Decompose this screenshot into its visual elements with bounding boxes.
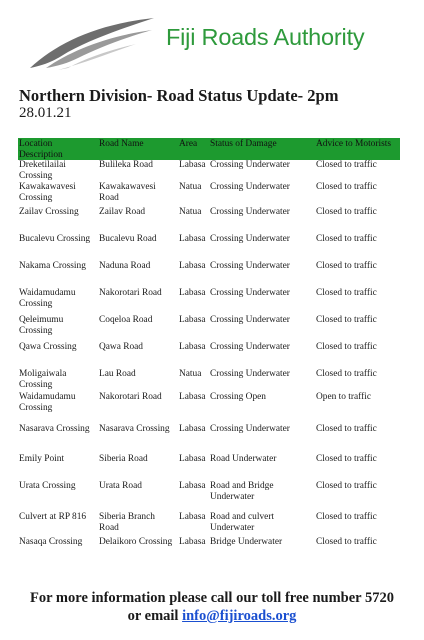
cell-area: Labasa — [179, 454, 206, 464]
cell-area: Labasa — [179, 392, 206, 402]
cell-road-name: Lau Road — [99, 369, 136, 379]
cell-status: Crossing Underwater — [210, 342, 290, 352]
cell-advice: Closed to traffic — [316, 342, 377, 352]
cell-road-name: Nakorotari Road — [99, 392, 162, 402]
table-header-row — [18, 138, 400, 160]
cell-status: Crossing Underwater — [210, 207, 290, 217]
cell-advice: Closed to traffic — [316, 288, 377, 298]
road-status-table — [18, 138, 400, 551]
cell-advice: Closed to traffic — [316, 315, 377, 325]
cell-advice: Closed to traffic — [316, 207, 377, 217]
cell-status: Crossing Underwater — [210, 369, 290, 379]
cell-road-name: Delaikoro Crossing — [99, 537, 173, 547]
cell-road-name: Bulileka Road — [99, 160, 153, 170]
table-row — [18, 512, 400, 537]
table-row — [18, 481, 400, 512]
cell-road-name: Coqeloa Road — [99, 315, 153, 325]
cell-area: Natua — [179, 207, 202, 217]
table-row — [18, 424, 400, 454]
cell-advice: Closed to traffic — [316, 537, 377, 547]
cell-advice: Closed to traffic — [316, 454, 377, 464]
cell-status: Crossing Underwater — [210, 261, 290, 271]
table-row — [18, 288, 400, 315]
column-header-location: Location Description — [18, 138, 98, 160]
column-header-status: Status of Damage — [209, 138, 315, 160]
footer-email-line — [0, 608, 424, 625]
cell-status: Crossing Underwater — [210, 424, 290, 434]
cell-location: Nasarava Crossing — [19, 424, 90, 434]
email-link[interactable]: info@fijiroads.org — [182, 608, 297, 624]
cell-status: Crossing Open — [210, 392, 266, 402]
cell-road-name: Bucalevu Road — [99, 234, 157, 244]
cell-status: Crossing Underwater — [210, 182, 290, 192]
cell-road-name: Nasarava Crossing — [99, 424, 170, 434]
cell-area: Labasa — [179, 512, 206, 522]
cell-location: Urata Crossing — [19, 481, 76, 491]
footer-email-prefix: or email — [127, 608, 183, 624]
cell-road-name: Siberia Branch Road — [99, 512, 155, 533]
table-row — [18, 537, 400, 551]
table-row — [18, 160, 400, 182]
table-row — [18, 315, 400, 342]
cell-area: Natua — [179, 182, 202, 192]
cell-road-name: Zailav Road — [99, 207, 146, 217]
cell-location: Culvert at RP 816 — [19, 512, 87, 522]
cell-status: Crossing Underwater — [210, 160, 290, 170]
cell-road-name: Naduna Road — [99, 261, 151, 271]
cell-location: Bucalevu Crossing — [19, 234, 91, 244]
cell-area: Labasa — [179, 160, 206, 170]
table-row — [18, 261, 400, 288]
cell-area: Labasa — [179, 288, 206, 298]
cell-area: Labasa — [179, 315, 206, 325]
cell-status: Crossing Underwater — [210, 315, 290, 325]
cell-advice: Closed to traffic — [316, 424, 377, 434]
cell-location: Waidamudamu Crossing — [19, 288, 76, 309]
cell-location: Zailav Crossing — [19, 207, 79, 217]
column-header-road-name: Road Name — [98, 138, 178, 160]
cell-location: Kawakawavesi Crossing — [19, 182, 76, 203]
cell-road-name: Kawakawavesi Road — [99, 182, 156, 203]
cell-location: Qawa Crossing — [19, 342, 77, 352]
cell-status: Bridge Underwater — [210, 537, 283, 547]
cell-advice: Closed to traffic — [316, 182, 377, 192]
cell-advice: Closed to traffic — [316, 481, 377, 491]
cell-area: Labasa — [179, 261, 206, 271]
cell-location: Waidamudamu Crossing — [19, 392, 76, 413]
table-row — [18, 207, 400, 234]
cell-road-name: Urata Road — [99, 481, 142, 491]
cell-location: Nasaqa Crossing — [19, 537, 83, 547]
cell-advice: Closed to traffic — [316, 512, 377, 522]
cell-location: Dreketilailai Crossing — [19, 160, 66, 181]
table-row — [18, 392, 400, 424]
cell-location: Nakama Crossing — [19, 261, 86, 271]
cell-location: Moligaiwala Crossing — [19, 369, 67, 390]
footer-phone-line: For more information please call our toll free number 5720 — [30, 590, 394, 606]
cell-status: Road and culvert Underwater — [210, 512, 275, 533]
cell-location: Emily Point — [19, 454, 65, 464]
cell-advice: Open to traffic — [316, 392, 372, 402]
cell-road-name: Siberia Road — [99, 454, 148, 464]
cell-road-name: Nakorotari Road — [99, 288, 162, 298]
fra-logo-icon — [28, 12, 158, 74]
page-title: Northern Division- Road Status Update- 2pm — [19, 86, 339, 105]
table-row — [18, 182, 400, 207]
cell-road-name: Qawa Road — [99, 342, 143, 352]
header-logo-area — [0, 0, 424, 80]
column-header-advice: Advice to Motorists — [315, 138, 400, 160]
cell-area: Labasa — [179, 424, 206, 434]
cell-advice: Closed to traffic — [316, 261, 377, 271]
table-row — [18, 369, 400, 392]
cell-status: Crossing Underwater — [210, 288, 290, 298]
cell-advice: Closed to traffic — [316, 160, 377, 170]
cell-location: Qeleimumu Crossing — [19, 315, 64, 336]
table-row — [18, 234, 400, 261]
cell-area: Labasa — [179, 481, 206, 491]
cell-status: Road Underwater — [210, 454, 277, 464]
table-row — [18, 454, 400, 481]
table-row — [18, 342, 400, 369]
cell-area: Labasa — [179, 234, 206, 244]
cell-status: Road and Bridge Underwater — [210, 481, 274, 502]
org-name: Fiji Roads Authority — [166, 24, 365, 50]
cell-area: Labasa — [179, 537, 206, 547]
cell-advice: Closed to traffic — [316, 369, 377, 379]
cell-status: Crossing Underwater — [210, 234, 290, 244]
cell-advice: Closed to traffic — [316, 234, 377, 244]
cell-area: Natua — [179, 369, 202, 379]
cell-area: Labasa — [179, 342, 206, 352]
update-date: 28.01.21 — [19, 105, 72, 121]
column-header-area: Area — [178, 138, 209, 160]
